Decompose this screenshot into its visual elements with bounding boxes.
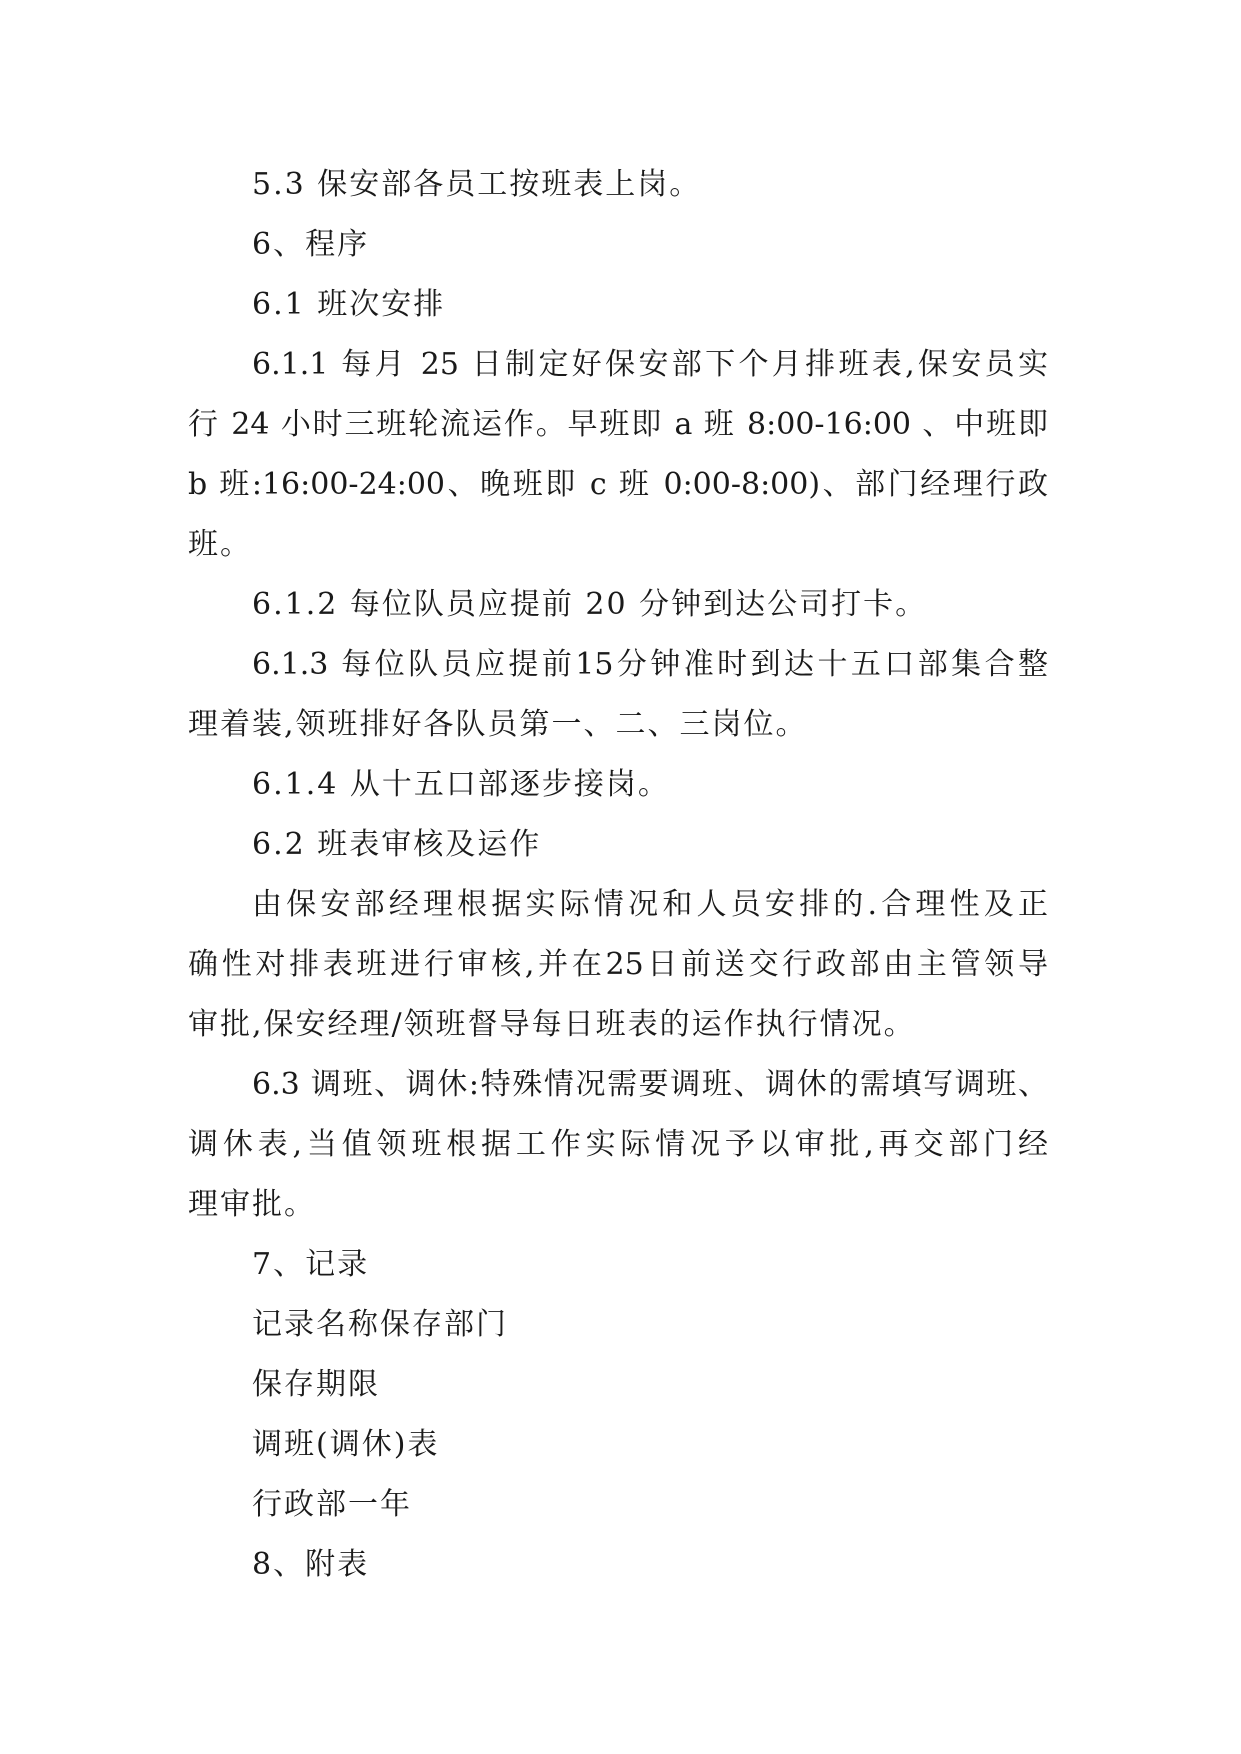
record-line: 保存期限 (252, 1367, 380, 1402)
paragraph-line: 6.3 调班、调休:特殊情况需要调班、调休的需填写调班、 (252, 1067, 1048, 1102)
paragraph-line: 6.1.2 每位队员应提前 20 分钟到达公司打卡。 (252, 587, 928, 622)
record-line: 行政部一年 (252, 1487, 412, 1522)
record-line: 记录名称保存部门 (252, 1307, 508, 1342)
subsection-heading: 6.1 班次安排 (252, 287, 446, 322)
paragraph-line: 确性对排表班进行审核,并在25日前送交行政部由主管领导 (188, 947, 1048, 982)
paragraph-line: 理审批。 (188, 1187, 316, 1222)
paragraph-line: 调休表,当值领班根据工作实际情况予以审批,再交部门经 (188, 1127, 1048, 1162)
section-heading: 6、程序 (252, 227, 370, 262)
paragraph-line: 6.1.3 每位队员应提前15分钟准时到达十五口部集合整 (252, 647, 1048, 682)
section-heading: 8、附表 (252, 1547, 370, 1582)
paragraph-line: 6.1.4 从十五口部逐步接岗。 (252, 767, 670, 802)
document-page (188, 155, 1048, 1595)
paragraph-line: b 班:16:00-24:00、晚班即 c 班 0:00-8:00)、部门经理行政 (188, 467, 1048, 502)
record-line: 调班(调休)表 (252, 1427, 440, 1462)
paragraph-line: 班。 (188, 527, 252, 562)
paragraph-line: 行 24 小时三班轮流运作。早班即 a 班 8:00-16:00 、中班即 (188, 407, 1048, 442)
paragraph-line: 理着装,领班排好各队员第一、二、三岗位。 (188, 707, 808, 742)
paragraph-line: 6.1.1 每月 25 日制定好保安部下个月排班表,保安员实 (252, 347, 1048, 382)
section-heading: 7、记录 (252, 1247, 370, 1282)
subsection-heading: 6.2 班表审核及运作 (252, 827, 542, 862)
paragraph-line: 5.3 保安部各员工按班表上岗。 (252, 167, 702, 202)
paragraph-line: 由保安部经理根据实际情况和人员安排的.合理性及正 (252, 887, 1048, 922)
paragraph-line: 审批,保安经理/领班督导每日班表的运作执行情况。 (188, 1007, 916, 1042)
